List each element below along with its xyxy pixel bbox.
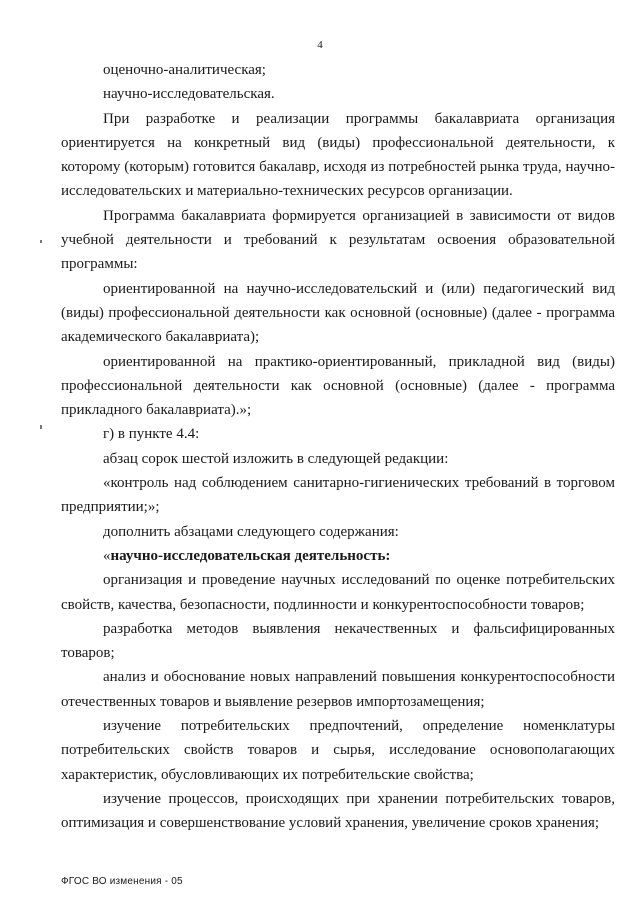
paragraph: изучение процессов, происходящих при хранении потребительских товаров, оптимизация и совершенствование условий хранения, увеличение сроков хранения; <box>61 790 615 832</box>
section-heading: научно-исследовательская деятельность: <box>110 547 391 564</box>
paragraph: оценочно-аналитическая; <box>103 62 266 78</box>
paragraph: изучение потребительских предпочтений, определение номенклатуры потребительских свойств товаров и сырья, исследование основополагающих характеристик, обусловливающих их потребительские свойства; <box>61 718 615 783</box>
paragraph: ориентированной на научно-исследовательский и (или) педагогический вид (виды) профессиональной деятельности как основной (основные) (далее - программа академического бакалавриата); <box>61 280 615 346</box>
paragraph: г) в пункте 4.4: <box>103 426 200 443</box>
heading-prefix: « <box>103 547 111 564</box>
paragraph: Программа бакалавриата формируется организацией в зависимости от видов учебной деятельности и требований к результатам освоения образовательной программы: <box>61 207 615 273</box>
scan-mark <box>40 240 42 243</box>
paragraph: При разработке и реализации программы бакалавриата организация ориентируется на конкретный вид (виды) профессиональной деятельности, к которому (которым) готовится бакалавр, исходя из потребностей рынка труда, научно-исследовательских и материально-технических ресурсов организации. <box>61 110 615 200</box>
paragraph: научно-исследовательская. <box>103 86 275 103</box>
paragraph: абзац сорок шестой изложить в следующей редакции: <box>103 450 449 467</box>
paragraph: разработка методов выявления некачественных и фальсифицированных товаров; <box>61 620 615 662</box>
page-number: 4 <box>317 39 323 51</box>
document-body <box>61 58 615 836</box>
paragraph: анализ и обоснование новых направлений повышения конкурентоспособности отечественных товаров и выявление резервов импортозамещения; <box>61 669 615 710</box>
section-heading-paragraph <box>61 544 615 568</box>
document-footer: ФГОС ВО изменения - 05 <box>61 876 183 887</box>
paragraph: «контроль над соблюдением санитарно-гигиенических требований в торговом предприятии;»; <box>61 475 615 516</box>
scan-mark <box>40 425 42 429</box>
paragraph: ориентированной на практико-ориентированный, прикладной вид (виды) профессиональной деятельности как основной (основные) (далее - программа прикладного бакалавриата).»; <box>61 353 615 419</box>
paragraph: дополнить абзацами следующего содержания: <box>103 523 399 540</box>
paragraph: организация и проведение научных исследований по оценке потребительских свойств, качества, безопасности, подлинности и конкурентоспособности товаров; <box>61 572 615 613</box>
